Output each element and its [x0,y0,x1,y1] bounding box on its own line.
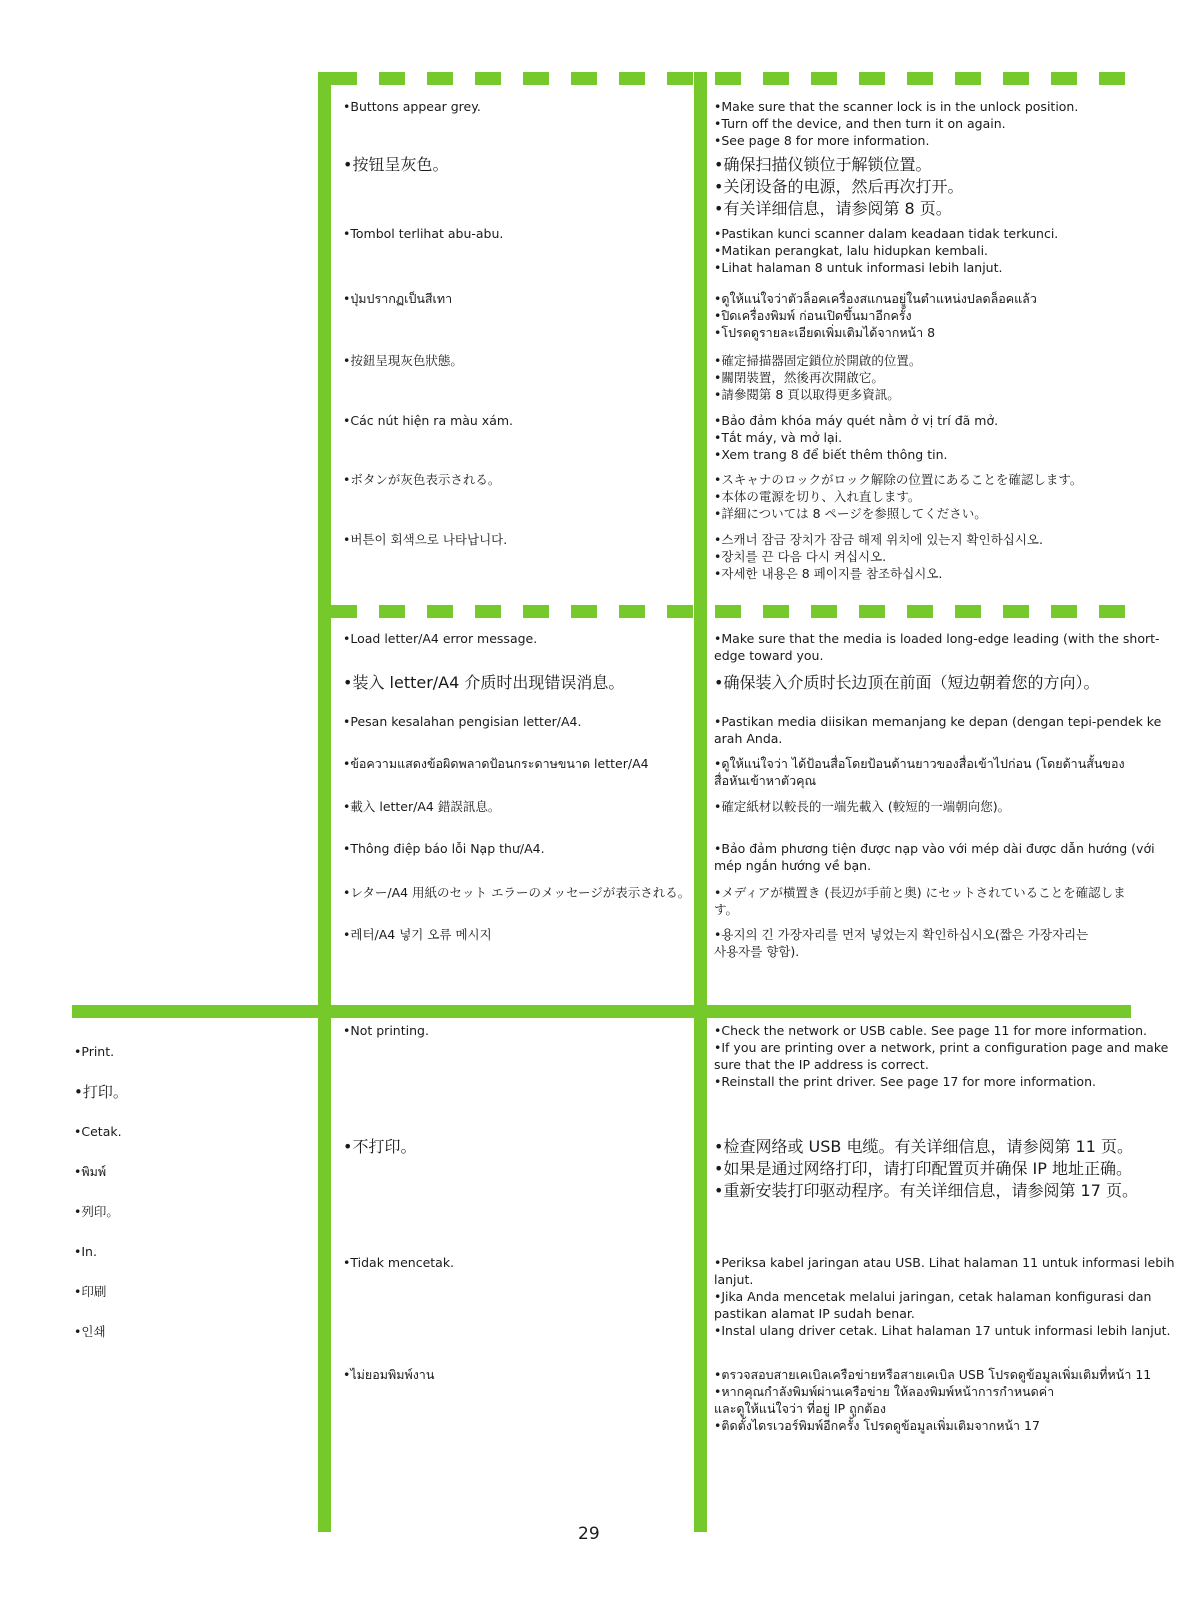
problem-zh-cn: •装入 letter/A4 介质时出现错误消息。 [343,673,625,692]
problem-ja: •レター/A4 用紙のセット エラーのメッセージが表示される。 [343,885,691,900]
dashed-border-middle [331,605,1131,618]
solution-ja: •スキャナのロックがロック解除の位置にあることを確認します。 •本体の電源を切り、入れ直します。 •詳細については 8 ページを参照してください。 [714,472,1083,521]
problem-ja: •ボタンが灰色表示される。 [343,472,501,487]
solution-zh-cn: •确保扫描仪锁位于解锁位置。 •关闭设备的电源，然后再次打开。 •有关详细信息，请参阅第 8 页。 [714,155,964,218]
dashed-border-top [331,72,1131,85]
category-vi: •In. [74,1244,97,1259]
category-id: •Cetak. [74,1124,122,1139]
problem-zh-tw: •按鈕呈現灰色狀態。 [343,353,463,368]
solution-ko: •용지의 긴 가장자리를 먼저 넣었는지 확인하십시오(짧은 가장자리는 사용자를 향함). [714,927,1089,959]
problem-en: •Load letter/A4 error message. [343,631,538,646]
problem-th: •ไม่ยอมพิมพ์งาน [343,1367,435,1382]
problem-en: •Buttons appear grey. [343,99,481,114]
solution-ko: •스캐너 잠금 장치가 잠금 해제 위치에 있는지 확인하십시오. •장치를 끈 다음 다시 켜십시오. •자세한 내용은 8 페이지를 참조하십시오. [714,532,1043,581]
problem-id: •Pesan kesalahan pengisian letter/A4. [343,714,582,729]
category-en: •Print. [74,1044,115,1059]
category-ko: •인쇄 [74,1324,106,1339]
solution-th: •ดูให้แน่ใจว่าตัวล็อคเครื่องสแกนอยู่ในตำแหน่งปลดล็อคแล้ว •ปิดเครื่องพิมพ์ ก่อนเปิดขึ้นมาอีกครั้ง •โปรดดูรายละเอียดเพิ่มเติมได้จากหน้า 8 [714,291,1037,340]
problem-id: •Tombol terlihat abu-abu. [343,226,504,241]
divider-left [318,72,331,1532]
solution-ja: •メディアが横置き (長辺が手前と奥) にセットされていることを確認しま す。 [714,885,1126,917]
solution-id: •Pastikan media diisikan memanjang ke depan (dengan tepi-pendek ke arah Anda. [714,714,1162,746]
solution-id: •Periksa kabel jaringan atau USB. Lihat halaman 11 untuk informasi lebih lanjut. •Jika Anda mencetak melalui jaringan, cetak halaman konfigurasi dan pastikan alamat IP sudah benar. •Instal ulang driver cetak. Lihat halaman 17 untuk informasi lebih lanjut. [714,1255,1175,1338]
solution-en: •Check the network or USB cable. See page 11 for more information. •If you are printing over a network, print a configuration page and make sure that the IP address is correct. •Reinstall the print driver. See page 17 for more information. [714,1023,1169,1089]
divider-horizontal [72,1005,1131,1018]
problem-th: •ปุ่มปรากฏเป็นสีเทา [343,291,453,306]
problem-zh-tw: •載入 letter/A4 錯誤訊息。 [343,799,501,814]
category-th: •พิมพ์ [74,1164,107,1179]
category-print [74,1022,128,1362]
category-zh-tw: •列印。 [74,1204,119,1219]
problem-zh-cn: •不打印。 [343,1137,417,1156]
solution-vi: •Bảo đảm phương tiện được nạp vào với mép dài được dẫn hướng (với mép ngắn hướng về bạn. [714,841,1155,873]
page-number: 29 [578,1524,600,1544]
problem-vi: •Các nút hiện ra màu xám. [343,413,514,428]
solution-zh-cn: •检查网络或 USB 电缆。有关详细信息，请参阅第 11 页。 •如果是通过网络打印，请打印配置页并确保 IP 地址正确。 •重新安装打印驱动程序。有关详细信息，请参阅第 17 页。 [714,1137,1138,1200]
problem-ko: •레터/A4 넣기 오류 메시지 [343,927,492,942]
solution-th: •ดูให้แน่ใจว่า ได้ป้อนสื่อโดยป้อนด้านยาวของสื่อเข้าไปก่อน (โดยด้านสั้นของ สื่อหันเข้าหาตัวคุณ [714,756,1125,788]
solution-en: •Make sure that the media is loaded long-edge leading (with the short- edge toward you. [714,631,1160,663]
solution-zh-cn: •确保装入介质时长边顶在前面（短边朝着您的方向）。 [714,673,1100,692]
problem-vi: •Thông điệp báo lỗi Nạp thư/A4. [343,841,545,856]
solution-zh-tw: •確定掃描器固定鎖位於開啟的位置。 •關閉裝置，然後再次開啟它。 •請參閱第 8 頁以取得更多資訊。 [714,353,922,402]
solution-th: •ตรวจสอบสายเคเบิลเครือข่ายหรือสายเคเบิล USB โปรดดูข้อมูลเพิ่มเติมที่หน้า 11 •หากคุณกำลังพิมพ์ผ่านเครือข่าย ให้ลองพิมพ์หน้าการกำหนดค่า และดูให้แน่ใจว่า ที่อยู่ IP ถูกต้อง •ติดตั้งไดรเวอร์พิมพ์อีกครั้ง โปรดดูข้อมูลเพิ่มเติมจากหน้า 17 [714,1367,1152,1433]
problem-zh-cn: •按钮呈灰色。 [343,155,449,174]
solution-en: •Make sure that the scanner lock is in the unlock position. •Turn off the device, and then turn it on again. •See page 8 for more information. [714,99,1079,148]
divider-middle [694,72,707,1532]
category-ja: •印刷 [74,1284,107,1299]
category-zh-cn: •打印。 [74,1083,128,1101]
problem-en: •Not printing. [343,1023,429,1038]
solution-id: •Pastikan kunci scanner dalam keadaan tidak terkunci. •Matikan perangkat, lalu hidupkan kembali. •Lihat halaman 8 untuk informasi lebih lanjut. [714,226,1059,275]
problem-ko: •버튼이 회색으로 나타납니다. [343,532,508,547]
solution-zh-tw: •確定紙材以較長的一端先載入 (較短的一端朝向您)。 [714,799,1011,814]
solution-vi: •Bảo đảm khóa máy quét nằm ở vị trí đã mở. •Tắt máy, và mở lại. •Xem trang 8 để biết thêm thông tin. [714,413,999,462]
problem-th: •ข้อความแสดงข้อผิดพลาดป้อนกระดาษขนาด letter/A4 [343,756,649,771]
problem-id: •Tidak mencetak. [343,1255,455,1270]
